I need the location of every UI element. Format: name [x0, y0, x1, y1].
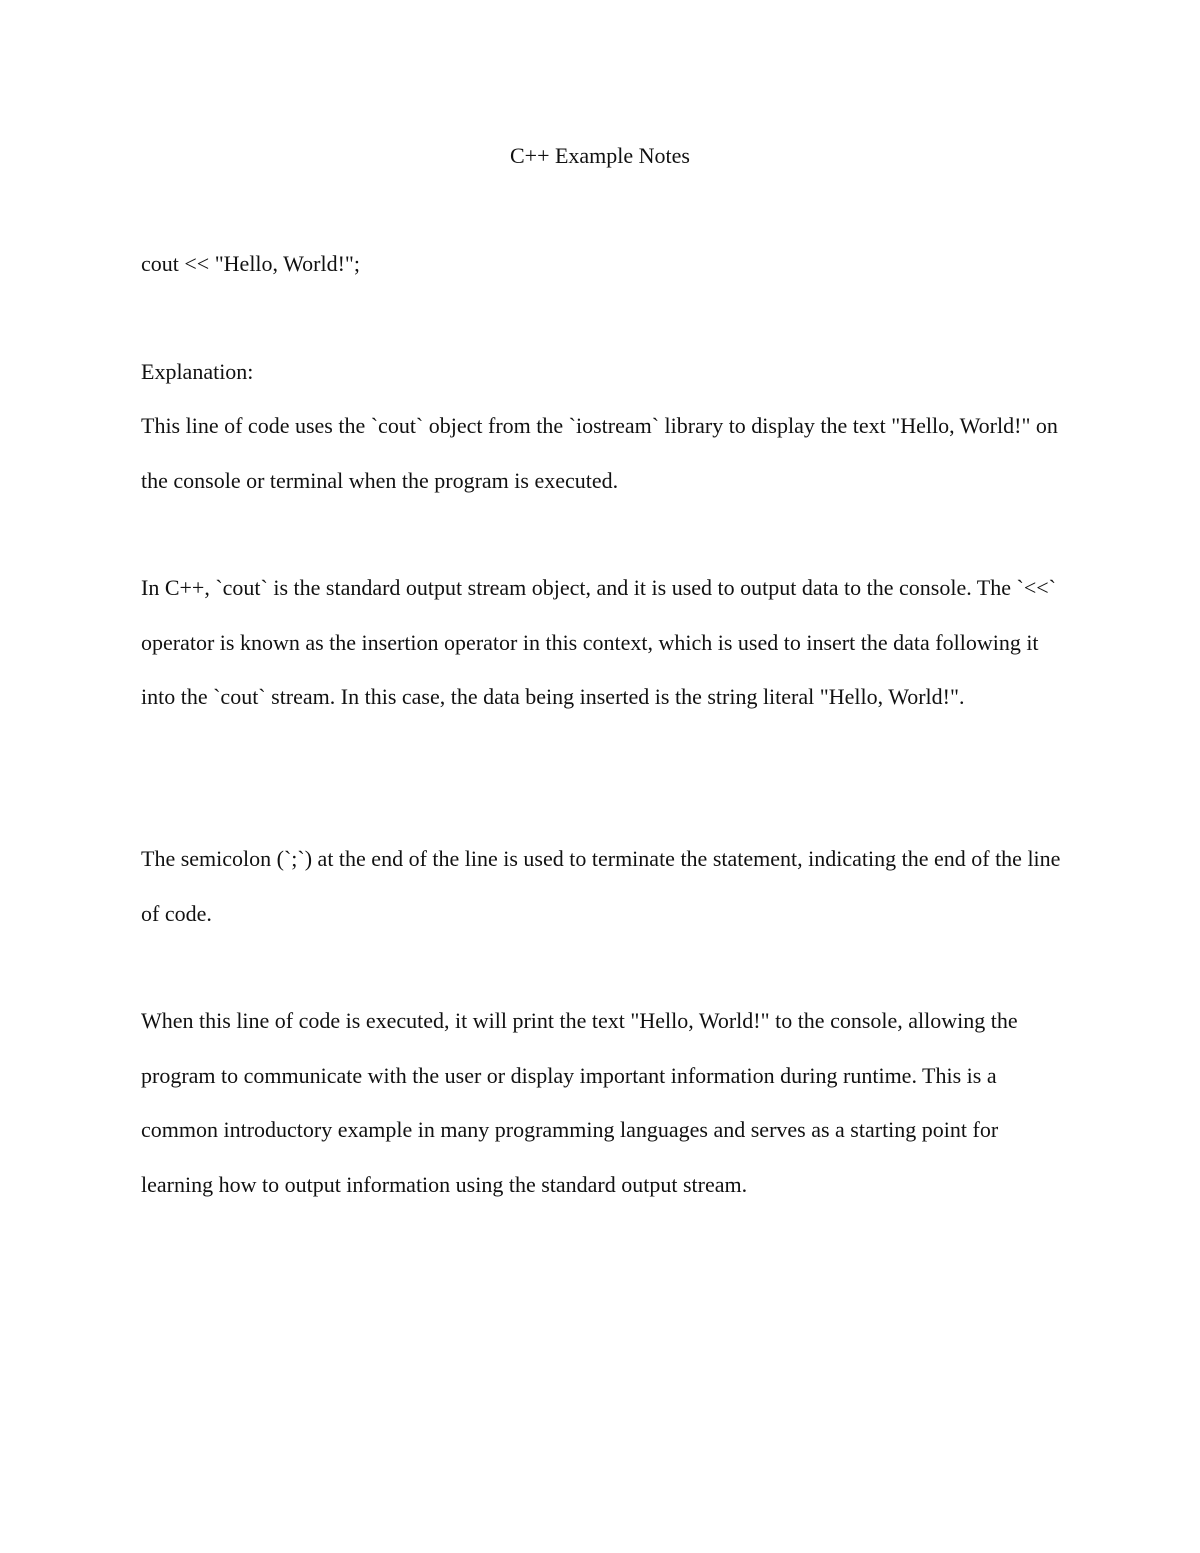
page-title: C++ Example Notes	[509, 143, 690, 168]
paragraph-semicolon: The semicolon (`;`) at the end of the line is used to terminate the statement, indicating the end of the line of code.	[141, 846, 1061, 926]
code-line: cout << "Hello, World!";	[141, 251, 361, 276]
paragraph-execution: When this line of code is executed, it will print the text "Hello, World!" to the console, allowing the program to communicate with the user or display important information during runtime. This is a common introductory example in many programming languages and serves as a starting point for learning how to output information using the standard output stream.	[141, 1008, 1018, 1197]
paragraph-cout-object: This line of code uses the `cout` object from the `iostream` library to display the text "Hello, World!" on the console or terminal when the program is executed.	[141, 413, 1058, 493]
paragraph-insertion-operator: In C++, `cout` is the standard output stream object, and it is used to output data to the console. The `<<` operator is known as the insertion operator in this context, which is used to insert the data following it into the `cout` stream. In this case, the data being inserted is the string literal "Hello, World!".	[141, 575, 1056, 709]
explanation-label: Explanation:	[141, 359, 254, 384]
